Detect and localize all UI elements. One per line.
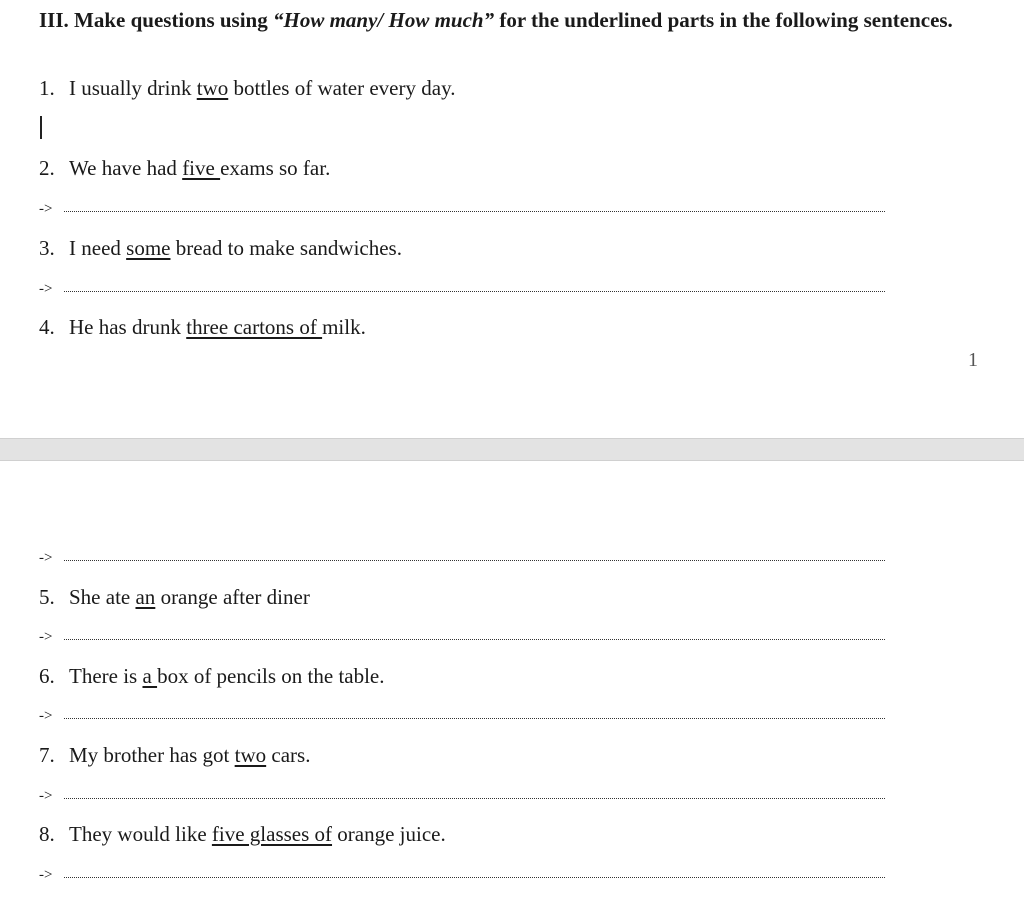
heading-italic-text: “How many/ How much” — [272, 8, 495, 32]
dotted-answer-line — [64, 718, 885, 719]
page-break-gap — [0, 438, 1024, 461]
underlined-part: five — [182, 156, 221, 180]
question-1: 1. I usually drink two bottles of water every day. — [39, 76, 456, 100]
underlined-part: an — [135, 585, 156, 609]
underlined-part: three cartons of — [186, 315, 323, 339]
dotted-answer-line — [64, 798, 885, 799]
answer-line-2[interactable]: -> — [39, 200, 52, 218]
document-page-1 — [0, 0, 1024, 438]
document-page-2 — [0, 461, 1024, 923]
question-8: 8. They would like five glasses of orange juice. — [39, 822, 446, 846]
question-5: 5. She ate an orange after diner — [39, 585, 310, 609]
underlined-part: two — [196, 76, 229, 100]
underlined-part: five glasses of — [211, 822, 333, 846]
question-6: 6. There is a box of pencils on the table. — [39, 664, 385, 688]
underlined-part: some — [126, 236, 171, 260]
heading-text-end: for the underlined parts in the following sentences. — [494, 8, 953, 32]
answer-line-3[interactable]: -> — [39, 280, 52, 298]
answer-line-6[interactable]: -> — [39, 707, 52, 725]
exercise-heading — [39, 6, 982, 34]
heading-text: III. Make questions using — [39, 8, 273, 32]
question-7: 7. My brother has got two cars. — [39, 743, 311, 767]
question-4: 4. He has drunk three cartons of milk. — [39, 315, 366, 339]
text-cursor — [40, 116, 42, 139]
underlined-part: a — [142, 664, 158, 688]
dotted-answer-line — [64, 877, 885, 878]
dotted-answer-line — [64, 560, 885, 561]
dotted-answer-line — [64, 211, 885, 212]
dotted-answer-line — [64, 291, 885, 292]
answer-line-7[interactable]: -> — [39, 787, 52, 805]
underlined-part: two — [234, 743, 267, 767]
question-2: 2. We have had five exams so far. — [39, 156, 331, 180]
question-3: 3. I need some bread to make sandwiches. — [39, 236, 402, 260]
answer-line-4[interactable]: -> — [39, 549, 52, 567]
dotted-answer-line — [64, 639, 885, 640]
answer-line-5[interactable]: -> — [39, 628, 52, 646]
page-number: 1 — [968, 349, 978, 371]
answer-line-8[interactable]: -> — [39, 866, 52, 884]
